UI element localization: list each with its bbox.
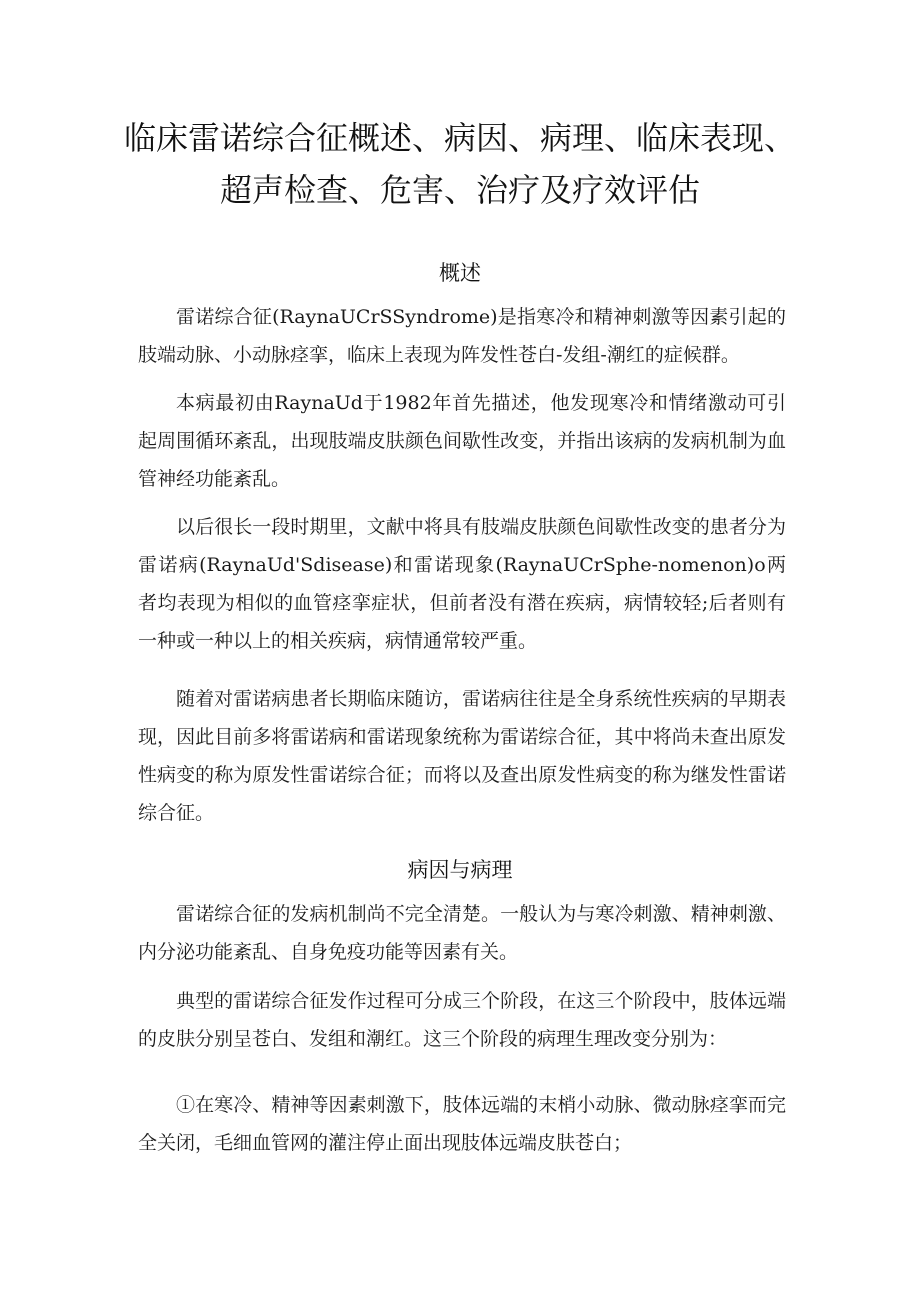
paragraph: 随着对雷诺病患者长期临床随访，雷诺病往往是全身系统性疾病的早期表现，因此目前多将雷诺病和雷诺现象统称为雷诺综合征，其中将尚未查出原发性病变的称为原发性雷诺综合征；而将以及查出原发性病变的称为继发性雷诺综合征。 bbox=[138, 688, 786, 824]
paragraph: 雷诺综合征(RaynaUCrSSyndrome)是指寒冷和精神刺激等因素引起的肢端动脉、小动脉痉挛，临床上表现为阵发性苍白-发组-潮红的症候群。 bbox=[138, 306, 786, 366]
paragraph: 典型的雷诺综合征发作过程可分成三个阶段，在这三个阶段中，肢体远端的皮肤分别呈苍白、发组和潮红。这三个阶段的病理生理改变分别为： bbox=[138, 990, 786, 1050]
paragraph: 雷诺综合征的发病机制尚不完全清楚。一般认为与寒冷刺激、精神刺激、内分泌功能紊乱、自身免疫功能等因素有关。 bbox=[138, 903, 786, 963]
paragraph: 本病最初由RaynaUd于1982年首先描述，他发现寒冷和情绪激动可引起周围循环紊乱，出现肢端皮肤颜色间歇性改变，并指出该病的发病机制为血管神经功能紊乱。 bbox=[138, 392, 786, 490]
paragraph: 以后很长一段时期里，文献中将具有肢端皮肤颜色间歇性改变的患者分为雷诺病(RaynaUd'Sdisease)和雷诺现象(RaynaUCrSphe-nomenon)o两者均表现为相似的血管痉挛症状，但前者没有潜在疾病，病情较轻;后者则有一种或一种以上的相关疾病，病情通常较严重。 bbox=[138, 516, 786, 652]
section-heading-overview: 概述 bbox=[439, 261, 481, 285]
paragraph: ①在寒冷、精神等因素刺激下，肢体远端的末梢小动脉、微动脉痉挛而完全关闭，毛细血管网的灌注停止面出现肢体远端皮肤苍白； bbox=[138, 1094, 786, 1154]
document-title: 临床雷诺综合征概述、病因、病理、临床表现、超声检查、危害、治疗及疗效评估 bbox=[123, 119, 796, 209]
section-heading-etiology-pathology: 病因与病理 bbox=[407, 858, 513, 882]
